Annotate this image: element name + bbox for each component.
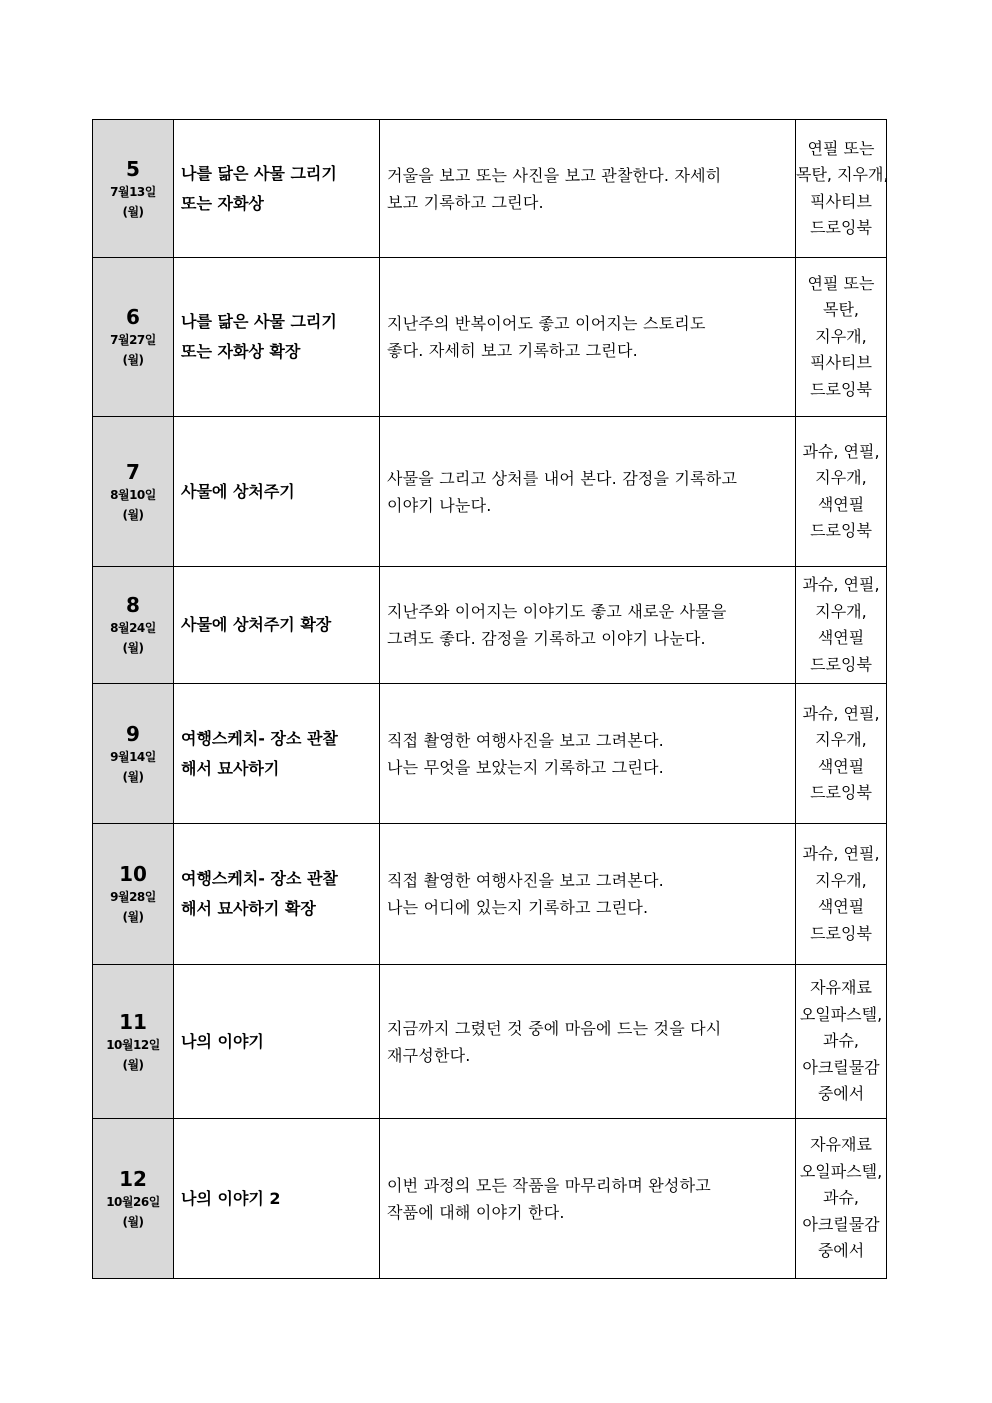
lesson-title-cell — [174, 567, 380, 684]
material-line: 과슈, 연필, — [802, 703, 880, 723]
lesson-content-cell — [380, 684, 796, 824]
week-day: (월) — [122, 204, 144, 219]
lesson-title-line: 나를 닮은 사물 그리기 — [181, 163, 337, 183]
week-number: 8 — [126, 593, 140, 617]
lesson-content-line: 지금까지 그렸던 것 중에 마음에 드는 것을 다시 — [387, 1018, 722, 1038]
lesson-title-cell — [174, 120, 380, 258]
week-cell — [93, 965, 174, 1119]
material-line: 드로잉북 — [810, 379, 872, 399]
material-line: 과슈, 연필, — [802, 844, 880, 863]
material-line: 과슈, 연필, — [802, 441, 880, 461]
lesson-content-line: 사물을 그리고 상처를 내어 본다. 감정을 기록하고 — [387, 468, 738, 488]
lesson-title-line: 또는 자화상 — [181, 193, 264, 213]
lesson-content-line: 거울을 보고 또는 사진을 보고 관찰한다. 자세히 — [387, 165, 722, 185]
lesson-content-line: 직접 촬영한 여행사진을 보고 그려본다. — [387, 871, 664, 890]
material-line: 지우개, — [815, 730, 867, 749]
table-row — [93, 120, 887, 258]
lesson-content-cell — [380, 1119, 796, 1279]
lesson-title-line: 해서 묘사하기 확장 — [181, 899, 316, 918]
lesson-title-cell — [174, 684, 380, 824]
materials-cell — [796, 824, 887, 965]
lesson-content-line: 재구성한다. — [387, 1045, 471, 1065]
week-date: 10월26일 — [106, 1194, 160, 1209]
lesson-title-cell — [174, 1119, 380, 1279]
table-row — [93, 684, 887, 824]
material-line: 색연필 — [817, 897, 865, 916]
week-cell — [93, 258, 174, 417]
lesson-content-line: 지난주의 반복이어도 좋고 이어지는 스토리도 — [387, 314, 706, 333]
table-row — [93, 417, 887, 567]
week-number: 6 — [126, 305, 140, 329]
table-row — [93, 258, 887, 417]
material-line: 오일파스텔, — [799, 1161, 883, 1181]
lesson-content-line: 나는 무엇을 보았는지 기록하고 그린다. — [387, 757, 664, 777]
schedule-table — [92, 119, 887, 1279]
lesson-title-cell — [174, 965, 380, 1119]
table-row — [93, 1119, 887, 1279]
week-day: (월) — [122, 1057, 144, 1072]
material-line: 목탄, — [823, 300, 859, 320]
week-date: 10월12일 — [106, 1037, 160, 1052]
week-number: 11 — [119, 1009, 147, 1034]
lesson-title-line: 여행스케치- 장소 관찰 — [181, 869, 338, 888]
material-line: 지우개, — [815, 870, 867, 890]
materials-cell — [796, 684, 887, 824]
material-line: 드로잉북 — [810, 783, 872, 802]
material-line: 중에서 — [817, 1241, 865, 1261]
lesson-content-line: 좋다. 자세히 보고 기록하고 그린다. — [387, 341, 638, 360]
materials-cell — [796, 567, 887, 684]
material-line: 드로잉북 — [810, 521, 872, 540]
material-line: 목탄, 지우개, — [796, 165, 889, 184]
week-number: 10 — [119, 862, 147, 886]
lesson-content-cell — [380, 120, 796, 258]
lesson-content-cell — [380, 567, 796, 684]
week-cell — [93, 824, 174, 965]
lesson-title-line: 또는 자화상 확장 — [181, 342, 301, 361]
week-date: 8월10일 — [110, 487, 156, 502]
lesson-content-cell — [380, 258, 796, 417]
lesson-content-line: 나는 어디에 있는지 기록하고 그린다. — [387, 898, 649, 917]
week-cell — [93, 1119, 174, 1279]
material-line: 자유재료 — [810, 978, 872, 998]
lesson-content-line: 지난주와 이어지는 이야기도 좋고 새로운 사물을 — [387, 602, 727, 621]
lesson-title-line: 나를 닮은 사물 그리기 — [181, 312, 337, 331]
table-row — [93, 965, 887, 1119]
week-day: (월) — [122, 641, 144, 655]
week-date: 7월13일 — [110, 184, 156, 199]
week-date: 7월27일 — [110, 333, 156, 347]
lesson-content-line: 그려도 좋다. 감정을 기록하고 이야기 나눈다. — [387, 629, 706, 648]
materials-cell — [796, 1119, 887, 1279]
week-cell — [93, 684, 174, 824]
lesson-title-line: 해서 묘사하기 — [181, 758, 280, 778]
material-line: 중에서 — [817, 1084, 865, 1104]
lesson-content-cell — [380, 417, 796, 567]
lesson-content-line: 직접 촬영한 여행사진을 보고 그려본다. — [387, 730, 664, 750]
material-line: 픽사티브 — [810, 353, 872, 373]
materials-cell — [796, 120, 887, 258]
lesson-title-line: 사물에 상처주기 확장 — [181, 615, 332, 634]
schedule-body — [93, 120, 887, 1279]
week-day: (월) — [122, 353, 144, 367]
week-number: 9 — [126, 721, 140, 746]
lesson-content-line: 이번 과정의 모든 작품을 마무리하며 완성하고 — [387, 1175, 711, 1195]
lesson-content-cell — [380, 965, 796, 1119]
material-line: 색연필 — [817, 628, 865, 647]
week-date: 8월24일 — [110, 621, 156, 635]
lesson-title-cell — [174, 824, 380, 965]
materials-cell — [796, 258, 887, 417]
material-line: 지우개, — [815, 326, 867, 346]
material-line: 드로잉북 — [810, 218, 872, 237]
week-number: 7 — [126, 459, 140, 484]
week-date: 9월28일 — [110, 890, 156, 904]
lesson-content-line: 작품에 대해 이야기 한다. — [387, 1202, 565, 1222]
table-row — [93, 567, 887, 684]
lesson-content-cell — [380, 824, 796, 965]
week-cell — [93, 417, 174, 567]
material-line: 과슈, — [823, 1031, 859, 1051]
material-line: 아크릴물감 — [802, 1057, 880, 1077]
material-line: 연필 또는 — [807, 138, 875, 158]
lesson-title-line: 나의 이야기 — [181, 1031, 264, 1051]
lesson-title-cell — [174, 258, 380, 417]
week-cell — [93, 567, 174, 684]
lesson-title-line: 나의 이야기 2 — [181, 1188, 281, 1208]
material-line: 아크릴물감 — [802, 1214, 880, 1234]
materials-cell — [796, 417, 887, 567]
materials-cell — [796, 965, 887, 1119]
week-date: 9월14일 — [110, 749, 156, 764]
material-line: 자유재료 — [810, 1135, 872, 1155]
week-day: (월) — [122, 1214, 144, 1229]
week-cell — [93, 120, 174, 258]
lesson-title-line: 여행스케치- 장소 관찰 — [181, 728, 338, 748]
material-line: 과슈, — [823, 1188, 859, 1208]
material-line: 지우개, — [815, 468, 867, 487]
week-number: 12 — [119, 1166, 147, 1191]
material-line: 드로잉북 — [810, 923, 872, 943]
week-day: (월) — [122, 507, 144, 522]
lesson-title-line: 사물에 상처주기 — [181, 481, 295, 501]
week-day: (월) — [122, 910, 144, 924]
week-day: (월) — [122, 769, 144, 784]
lesson-content-line: 보고 기록하고 그린다. — [387, 192, 544, 212]
lesson-title-cell — [174, 417, 380, 567]
material-line: 색연필 — [817, 756, 865, 776]
lesson-content-line: 이야기 나눈다. — [387, 495, 492, 515]
material-line: 지우개, — [815, 601, 867, 621]
material-line: 과슈, 연필, — [802, 575, 880, 594]
material-line: 오일파스텔, — [799, 1004, 883, 1024]
week-number: 5 — [126, 156, 140, 181]
table-row — [93, 824, 887, 965]
material-line: 픽사티브 — [810, 191, 872, 211]
material-line: 연필 또는 — [807, 273, 875, 293]
material-line: 색연필 — [817, 494, 865, 514]
material-line: 드로잉북 — [810, 654, 872, 674]
